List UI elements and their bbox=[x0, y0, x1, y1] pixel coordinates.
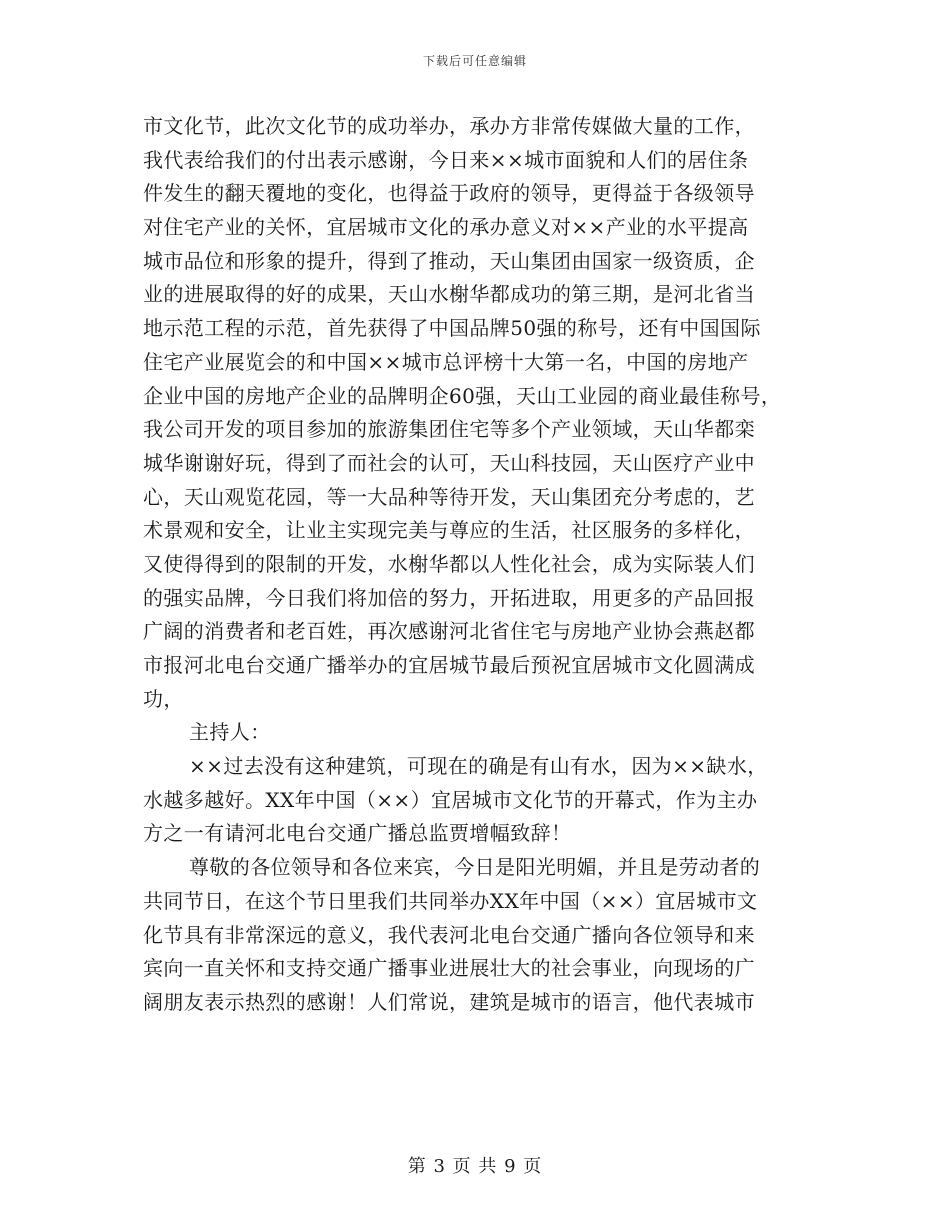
text-line: 方之一有请河北电台交通广播总监贾增幅致辞！ bbox=[143, 821, 572, 846]
text-line: 宾向一直关怀和支持交通广播事业进展壮大的社会事业，向现场的广 bbox=[143, 956, 755, 981]
text-line: 市报河北电台交通广播举办的宜居城节最后预祝宜居城市文化圆满成 bbox=[143, 653, 755, 677]
text-line: 企业中国的房地产企业的品牌明企60强，天山工业园的商业最佳称号， bbox=[143, 383, 782, 408]
text-line: ××过去没有这种建筑，可现在的确是有山有水，因为××缺水， bbox=[189, 754, 768, 779]
text-line: 市文化节，此次文化节的成功举办，承办方非常传媒做大量的工作， bbox=[143, 114, 755, 138]
text-line: 我公司开发的项目参加的旅游集团住宅等多个产业领域，天山华都栾 bbox=[143, 417, 755, 442]
text-line: 城市品位和形象的提升，得到了推动，天山集团由国家一级资质，企 bbox=[143, 248, 755, 273]
text-line: 对住宅产业的关怀，宜居城市文化的承办意义对××产业的水平提高 bbox=[143, 215, 749, 240]
text-line: 我代表给我们的付出表示感谢，今日来××城市面貌和人们的居住条 bbox=[143, 147, 749, 172]
text-line: 的强实品牌，今日我们将加倍的努力，开拓进取，用更多的产品回报 bbox=[143, 585, 755, 610]
text-line: 尊敬的各位领导和各位来宾，今日是阳光明媚，并且是劳动者的 bbox=[189, 855, 761, 880]
text-line: 城华谢谢好玩，得到了而社会的认可，天山科技园，天山医疗产业中 bbox=[143, 450, 755, 475]
page-header: 下载后可任意编辑 bbox=[422, 54, 527, 68]
text-line: 广阔的消费者和老百姓，再次感谢河北省住宅与房地产业协会燕赵都 bbox=[143, 619, 755, 644]
text-line: 心，天山观览花园，等一大品种等待开发，天山集团充分考虑的，艺 bbox=[143, 484, 755, 509]
text-line: 阔朋友表示热烈的感谢！人们常说，建筑是城市的语言，他代表城市 bbox=[143, 989, 755, 1014]
text-line: 业的进展取得的好的成果，天山水榭华都成功的第三期，是河北省当 bbox=[143, 282, 755, 307]
text-line: 化节具有非常深远的意义，我代表河北电台交通广播向各位领导和来 bbox=[143, 922, 755, 947]
text-line: 又使得得到的限制的开发，水榭华都以人性化社会，成为实际装人们 bbox=[143, 551, 755, 576]
text-line: 住宅产业展览会的和中国××城市总评榜十大第一名，中国的房地产 bbox=[143, 349, 749, 374]
text-line: 件发生的翻天覆地的变化，也得益于政府的领导，更得益于各级领导 bbox=[143, 181, 755, 206]
speaker-label: 主持人： bbox=[189, 720, 271, 745]
text-line: 术景观和安全，让业主实现完美与尊应的生活，社区服务的多样化， bbox=[143, 518, 755, 543]
text-line: 水越多越好。XX年中国（××）宜居城市文化节的开幕式，作为主办 bbox=[143, 787, 758, 812]
text-line: 功， bbox=[143, 686, 184, 711]
text-line: 共同节日，在这个节日里我们共同举办XX年中国（××）宜居城市文 bbox=[143, 888, 758, 913]
text-line: 地示范工程的示范，首先获得了中国品牌50强的称号，还有中国国际 bbox=[143, 316, 761, 341]
page-number: 第 3 页 共 9 页 bbox=[407, 1156, 543, 1177]
document-body bbox=[143, 110, 813, 1020]
